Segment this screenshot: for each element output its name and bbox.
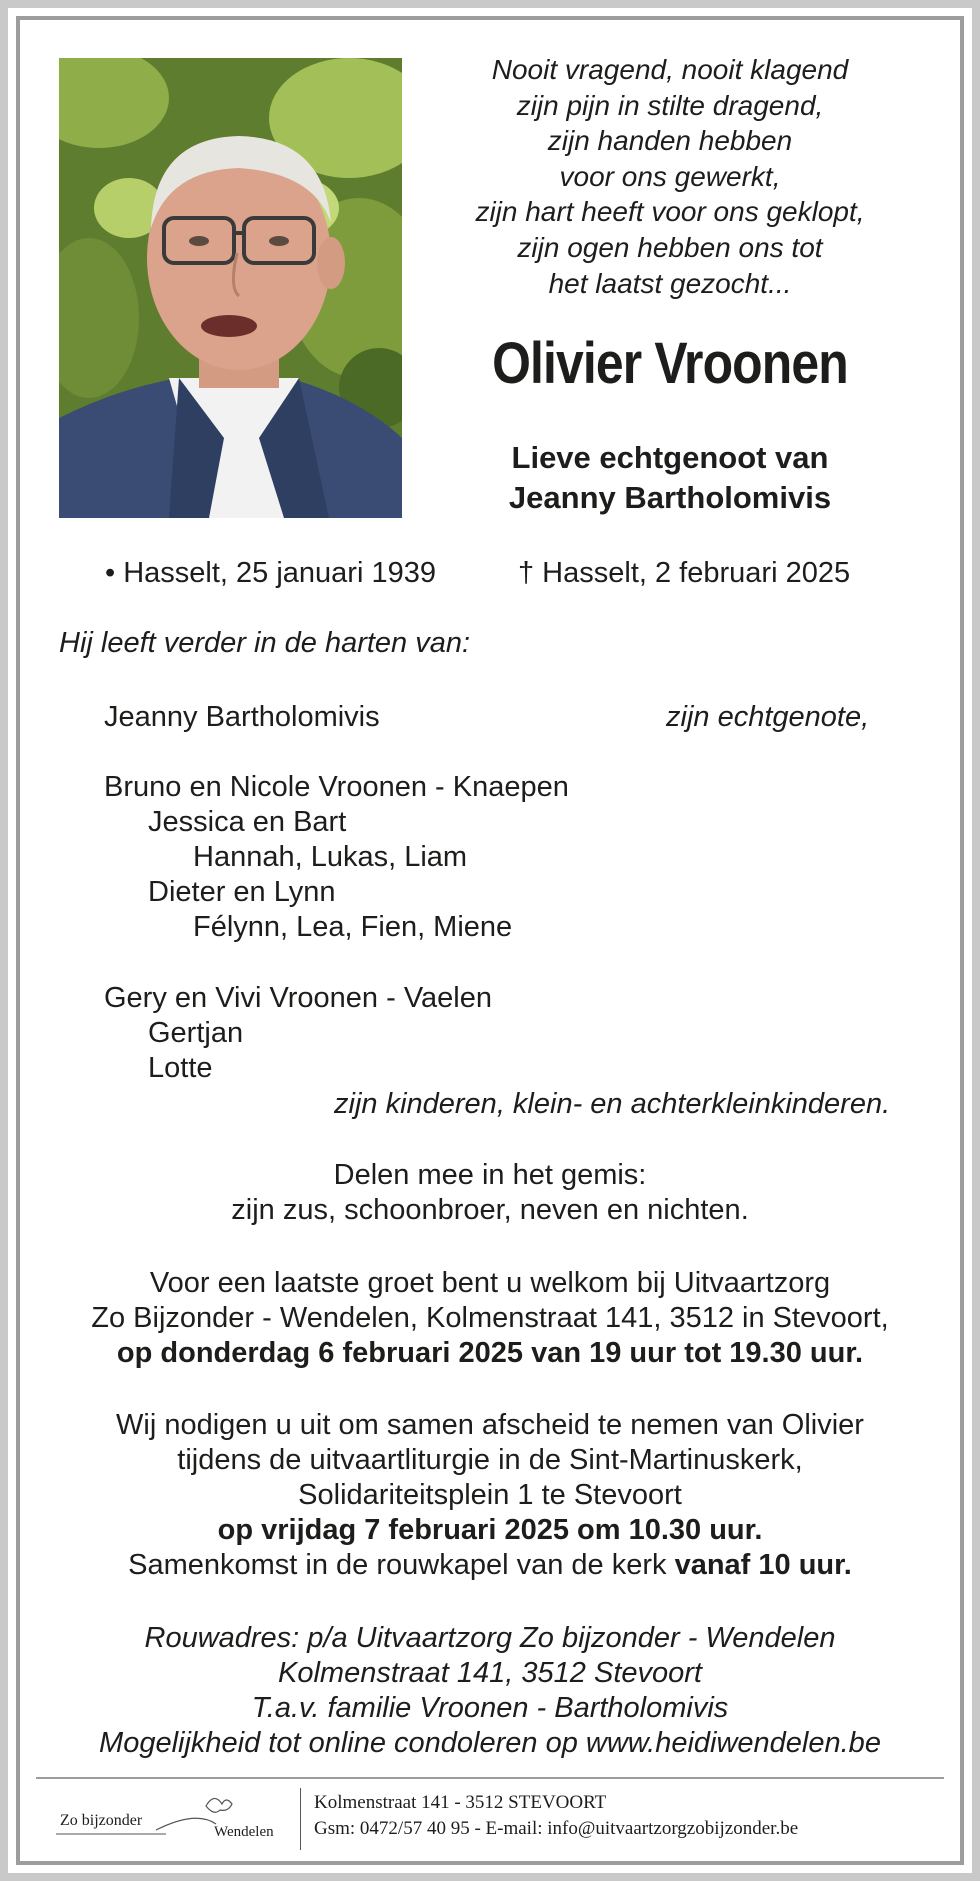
visitation-line: Zo Bijzonder - Wendelen, Kolmenstraat 141, 3512 in Stevoort, <box>91 1302 889 1334</box>
lives-on-heading: Hij leeft verder in de harten van: <box>59 627 471 659</box>
poem-line: het laatst gezocht... <box>548 267 792 299</box>
logo-text-right: Wendelen <box>214 1824 274 1840</box>
address-line: Rouwadres: p/a Uitvaartzorg Zo bijzonder - Wendelen <box>144 1622 836 1654</box>
poem-line: zijn ogen hebben ons tot <box>517 231 823 263</box>
family-grandchild: Dieter en Lynn <box>148 876 336 908</box>
poem-line: zijn handen hebben <box>547 125 793 157</box>
sharing-grief <box>40 1158 940 1228</box>
funeral-line: tijdens de uitvaartliturgie in de Sint-Martinuskerk, <box>177 1444 803 1476</box>
poem-line: Nooit vragend, nooit klagend <box>491 54 849 85</box>
poem <box>430 52 910 301</box>
family-child: Bruno en Nicole Vroonen - Knaepen <box>104 771 569 803</box>
logo-text-left: Zo bijzonder <box>60 1812 143 1829</box>
family-children-role: zijn kinderen, klein- en achterkleinkinderen. <box>334 1088 891 1120</box>
spouse-line: Lieve echtgenoot van <box>511 440 829 475</box>
poem-line: zijn pijn in stilte dragend, <box>516 89 824 121</box>
mourning-address <box>40 1621 940 1761</box>
visitation-date: op donderdag 6 februari 2025 van 19 uur tot 19.30 uur. <box>116 1337 864 1369</box>
family-spouse-role: zijn echtgenote, <box>666 701 870 733</box>
poem-line: voor ons gewerkt, <box>559 160 781 192</box>
funeral-info <box>40 1408 940 1583</box>
portrait-photo <box>59 58 402 518</box>
deceased-name: Olivier Vroonen <box>492 331 848 396</box>
funeral-line: Wij nodigen u uit om samen afscheid te nemen van Olivier <box>116 1409 864 1441</box>
family-spouse-name: Jeanny Bartholomivis <box>104 701 380 733</box>
sharing-line: Delen mee in het gemis: <box>333 1159 647 1191</box>
birth-date: • Hasselt, 25 januari 1939 <box>105 557 436 589</box>
family-grandchild: Gertjan <box>148 1017 244 1049</box>
footer-divider <box>36 1777 944 1779</box>
funeral-line: Solidariteitsplein 1 te Stevoort <box>298 1479 682 1511</box>
footer-contact <box>314 1790 798 1842</box>
footer-separator <box>300 1788 301 1850</box>
sharing-line: zijn zus, schoonbroer, neven en nichten. <box>231 1194 749 1226</box>
family-child: Gery en Vivi Vroonen - Vaelen <box>104 982 492 1014</box>
family-grandchild: Lotte <box>148 1052 213 1084</box>
condolence-line: Mogelijkheid tot online condoleren op www.heidiwendelen.be <box>99 1727 881 1759</box>
address-line: T.a.v. familie Vroonen - Bartholomivis <box>251 1692 729 1724</box>
family-grandchild: Jessica en Bart <box>148 806 347 838</box>
family-great-grandchildren: Félynn, Lea, Fien, Miene <box>193 911 513 943</box>
spouse-dedication <box>430 438 910 518</box>
poem-line: zijn hart heeft voor ons geklopt, <box>475 196 865 228</box>
funeral-home-logo <box>56 1790 296 1846</box>
gathering-line <box>40 1548 940 1583</box>
death-date: † Hasselt, 2 februari 2025 <box>518 557 851 589</box>
footer-address: Kolmenstraat 141 - 3512 STEVOORT <box>314 1792 607 1813</box>
gathering-text: Samenkomst in de rouwkapel van de kerk <box>128 1549 675 1581</box>
gathering-time: vanaf 10 uur. <box>674 1549 852 1581</box>
funeral-date: op vrijdag 7 februari 2025 om 10.30 uur. <box>217 1514 763 1546</box>
family-great-grandchildren: Hannah, Lukas, Liam <box>193 841 468 873</box>
spouse-line: Jeanny Bartholomivis <box>508 480 832 515</box>
footer-phone-email: Gsm: 0472/57 40 95 - E-mail: info@uitvaartzorgzobijzonder.be <box>314 1818 799 1839</box>
visitation-line: Voor een laatste groet bent u welkom bij Uitvaartzorg <box>149 1267 831 1299</box>
visitation-info <box>40 1266 940 1371</box>
address-line: Kolmenstraat 141, 3512 Stevoort <box>278 1657 702 1689</box>
